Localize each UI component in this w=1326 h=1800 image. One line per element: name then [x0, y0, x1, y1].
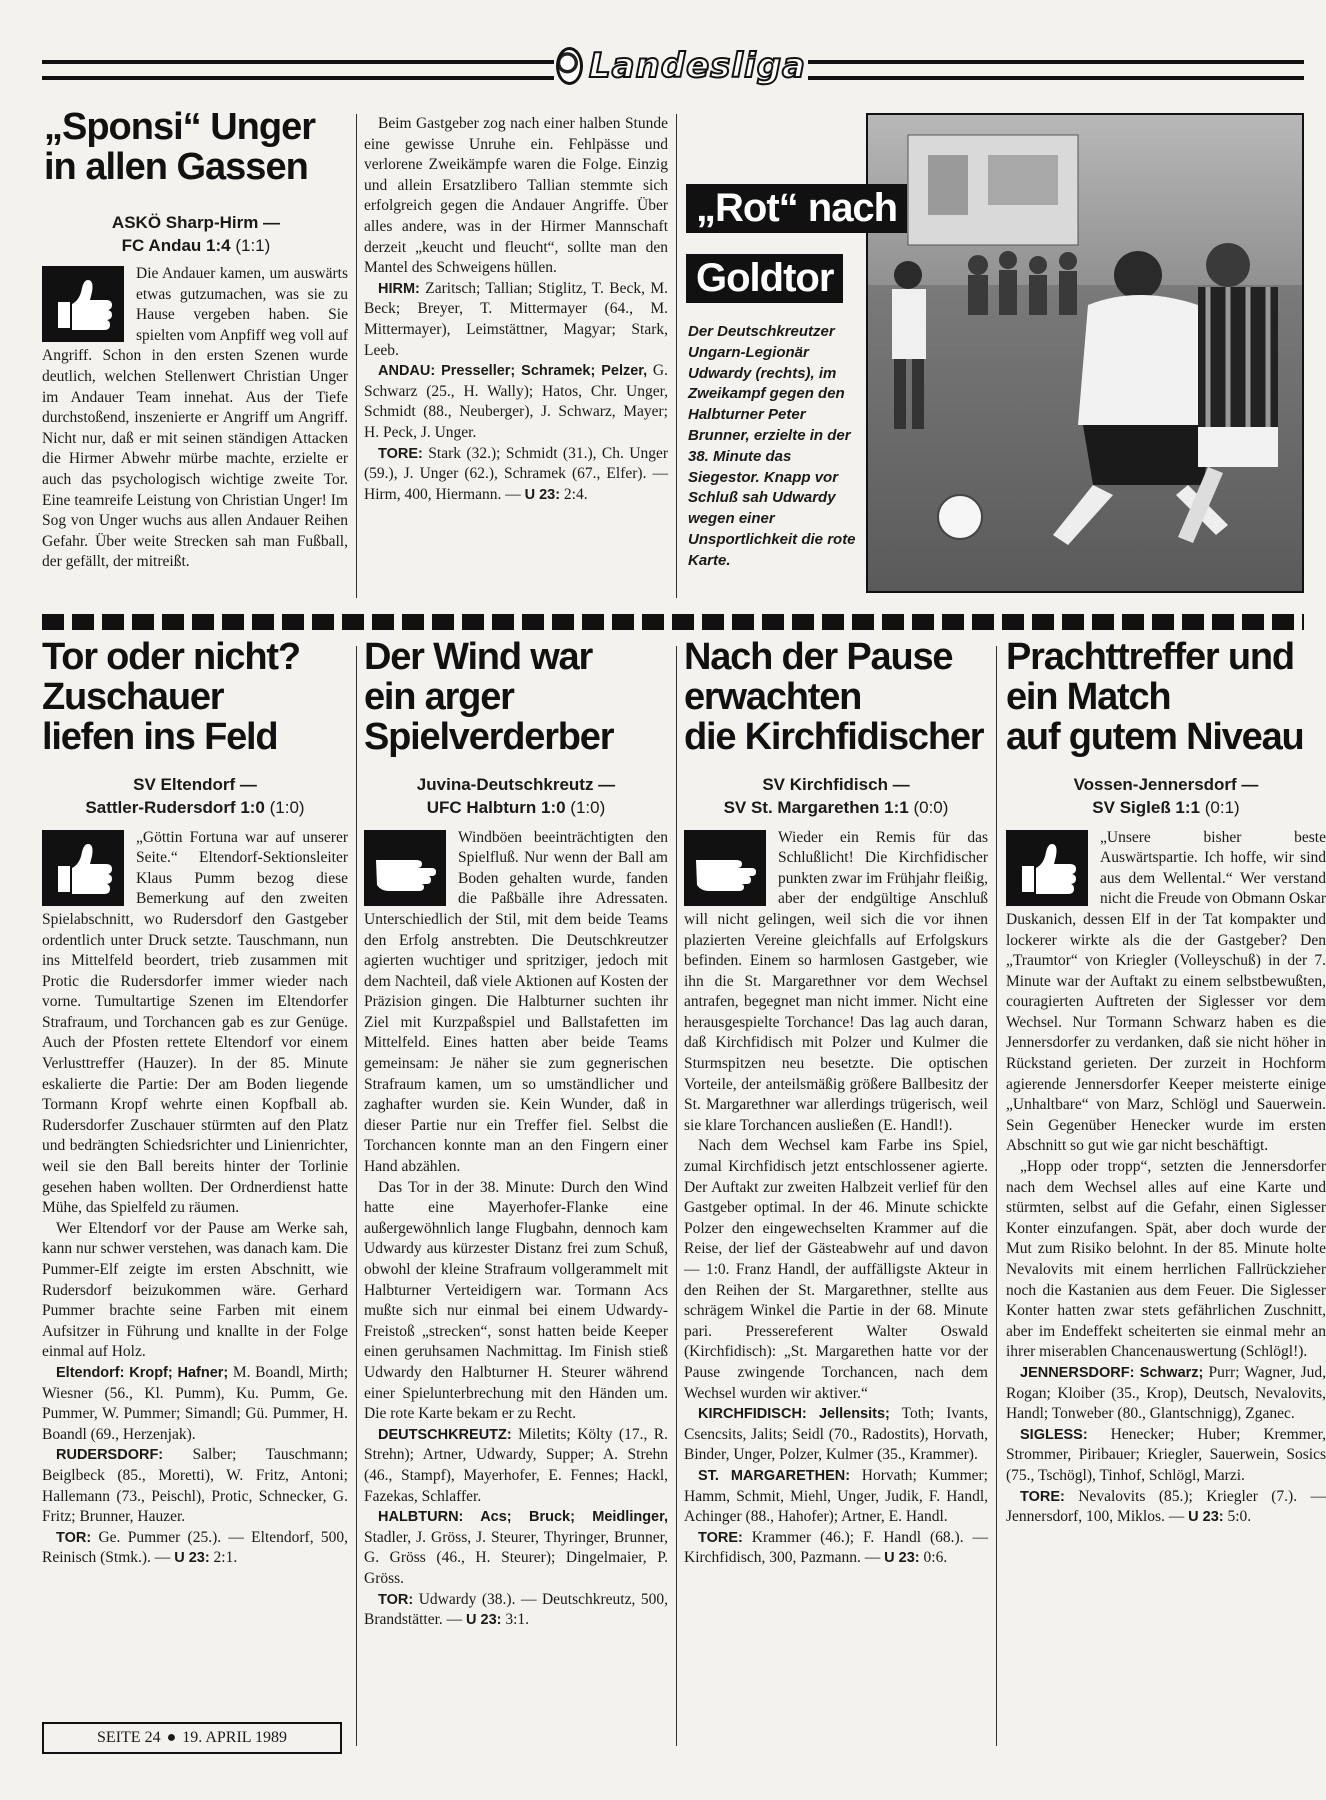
article5-headline-line2: ein Match: [1006, 675, 1171, 718]
article5-goals: Nevalovits (85.); Kriegler (7.). — Jennersdorf, 100, Miklos. —: [1006, 1487, 1326, 1526]
section-separator: [42, 614, 1304, 630]
thumbs-up-icon: [42, 830, 124, 906]
article4-headline-line1: Nach der Pause: [684, 636, 953, 678]
article5-body: [1006, 828, 1326, 1528]
article1-body-part1: Die Andauer kamen, um auswärts etwas gutzumachen, was sie zu Hause vergeben haben. Sie spielten vom Anpfiff weg voll auf Angriff. Schon in den ersten Szenen wurde deutlich, welchen Stellenwert Christian Unger im Andauer Team innehat. Aus der Tiefe durchstoßend, inszenierte er Angriff um Angriff. Nicht nur, daß er mit seinen ständigen Attacken die Hirmer Abwehr mürbe machte, erzielte er auch das psychologisch wichtige zweite Tor. Eine teamreife Leistung von Christian Unger! Im Sog von Unger wuchs aus allen Andauer Reihen Gefahr. Über weite Strecken sah man Fußball, der gefällt, der mitreißt.: [42, 265, 348, 571]
issue-date: 19. APRIL 1989: [182, 1729, 287, 1746]
banner-rule-left: [42, 60, 554, 80]
article1-u23-score: 2:4.: [563, 485, 588, 503]
article1-goals: Stark (32.); Schmidt (31.), Ch. Unger (59.), J. Unger (62.), Schramek (67., Elfer). — Hirm, 400, Hiermann. —: [364, 444, 669, 503]
article1-headline-line2: in allen Gassen: [44, 145, 308, 188]
article5-body-part1: „Unsere bisher beste Auswärtspartie. Ich hoffe, wir sind aus dem Wellental.“ Wer verstand nicht die Freude von Obmann Oskar Duskanich, dessen Elf in der Tat kompakter und lockerer wirkte als die der Gastgeber? Den „Traumtor“ von Kriegler (Volleyschuß) in der 7. Minute war der Auftakt zu einem selbstbewußten, couragierten Auftreten der Siglesser vor dem Wechsel. Nur Tormann Schwarz haben es die Jennersdorfer zu verdanken, daß sie nicht höher in Rückstand gerieten. Der zurzeit in Hochform agierende Jennersdorfer Keeper meisterte einige „Unhaltbare“ von Marz, Schlögl und Sauerwein. Sein Gegenüber Henecker wurde im ersten Abschnitt so gut wie gar nicht beschäftigt.: [1006, 828, 1326, 1155]
article3-body: [364, 828, 668, 1631]
article2-goals-label: TOR:: [56, 1529, 92, 1546]
match-photo-image: [868, 115, 1302, 591]
article2-headline-line1: Tor oder nicht?: [42, 636, 300, 678]
article4-body-part1: Wieder ein Remis für das Schlußlicht! Die Kirchfidischer punkten zwar im Frühjahr fleißig, aber der endgültige Anschluß will nicht gelingen, weil sich die vor ihnen plazierten Vereine gleichfalls auf Erfolgskurs befinden. Einem so harmlosen Gastgeber, wie ihn die St. Margarethner vor dem Wechsel antrafen, begegnet man nicht immer. Nicht eine herausgespielte Torchance! Das lag auch daran, daß Kirchfidisch mit Polzer und Kulmer die Sturmspitzen neu besetzte. Die optischen Vorteile, der anteilsmäßig größere Ballbesitz der St. Margarethner war allerdings trügerisch, weil sie klare Torchancen ausließen (E. Handl!).: [684, 828, 988, 1134]
article5-headline-line1: Prachttreffer und: [1006, 636, 1294, 678]
article1-col1: [42, 264, 348, 596]
article5: [1006, 636, 1326, 1748]
article2-halftime: (1:0): [269, 797, 305, 817]
article5-headline: [1006, 638, 1326, 758]
football-icon: [556, 47, 583, 85]
article4-body-part2: Nach dem Wechsel kam Farbe ins Spiel, zumal Kirchfidisch jetzt entschlossener agierte. Der Auftakt zur zweiten Halbzeit verlief für den Gastgeber optimal. In der 46. Minute schickte Polzer den eingewechselten Krammer auf die Reise, der lief der Gästeabwehr auf und davon — 1:0. Franz Handl, der auffälligste Akteur in den Reihen der St. Margarethner, stellte aus schrägem Winkel die Partie in der 68. Minute pari. Pressereferent Walter Oswald (Kirchfidisch): „St. Margarethen hatte vor der Pause zwingende Torchancen, nach dem Wechsel wurden wir aktiver.“: [684, 1137, 988, 1402]
article3: [364, 638, 668, 1748]
article5-match-away: SV Sigleß 1:1: [1092, 797, 1200, 817]
article3-headline-line3: Spielverderber: [364, 715, 614, 758]
banner-rule-right: [808, 60, 1304, 80]
article2-match-home: SV Eltendorf —: [133, 774, 257, 794]
section-title: Landesliga: [588, 46, 806, 86]
thumbs-up-icon: [1006, 830, 1088, 906]
column-divider: [676, 646, 677, 1746]
article3-u23-score: 3:1.: [505, 1611, 530, 1629]
article3-headline-line2: ein arger: [364, 675, 514, 718]
article1-halftime: (1:1): [235, 235, 271, 255]
article5-u23-label: U 23:: [1188, 1509, 1224, 1526]
article3-headline-line1: Der Wind war: [364, 636, 593, 678]
article4-kirchfidisch-lineup: Toth; Ivants, Csencsits, Jalits; Seidl (70., Radostits), Horvath, Binder, Unger, Polzer, Kulmer (35., Krammer).: [684, 1405, 988, 1464]
article1-andau-lineup: G. Schwarz (25., H. Wally); Hatos, Chr. Unger, Schmidt (88., Neuberger), J. Schwarz, Mayer; H. Peck, J. Unger.: [364, 362, 668, 441]
article4-margarethen-lineup: Horvath; Kummer; Hamm, Schmit, Miehl, Unger, Judik, F. Handl, Achinger (88., Hahofer); Artner, E. Handl.: [684, 1466, 988, 1526]
article5-jennersdorf-lineup: Purr; Wagner, Jud, Rogan; Kloiber (35., Krop), Deutsch, Nevalovits, Handl; Tonweber (80., Glantschnigg), Zganec.: [1006, 1363, 1326, 1423]
article2-match: [42, 774, 348, 820]
article5-headline-line3: auf gutem Niveau: [1006, 715, 1304, 758]
section-banner: [556, 42, 806, 90]
article4-headline-line3: die Kirchfidischer: [684, 715, 984, 758]
article3-goals: Udwardy (38.). — Deutschkreutz, 500, Brandstätter. —: [364, 1590, 668, 1629]
thumbs-up-icon: [42, 266, 124, 342]
article1-match-away: FC Andau 1:4: [121, 235, 231, 255]
article3-match-away: UFC Halbturn 1:0: [426, 797, 566, 817]
article1-hirm-lineup: Zaritsch; Tallian; Stiglitz, T. Beck, M. Beck; Breyer, T. Mittermayer (64., M. Mittermayer), Leimstättner, Magyar; Stark, Leeb.: [364, 279, 668, 359]
column-divider: [356, 646, 357, 1746]
article3-halbturn-lineup: Stadler, J. Gröss, J. Steurer, Thyringer, Brunner, G. Gröss (46., H. Steurer); Dingelmaier, P. Gröss.: [364, 1528, 668, 1587]
article1-col2: [364, 114, 668, 604]
article4-halftime: (0:0): [913, 797, 949, 817]
article4-headline: [684, 638, 988, 758]
article5-goals-label: TORE:: [1020, 1488, 1065, 1505]
article3-halftime: (1:0): [570, 797, 606, 817]
article3-match-home: Juvina-Deutschkreutz —: [416, 774, 616, 794]
article4-kirchfidisch-label: KIRCHFIDISCH: Jellensits;: [698, 1406, 890, 1423]
article1-match: [42, 212, 350, 258]
article3-body-part1: Windböen beeinträchtigten den Spielfluß. Nur wenn der Ball am Boden gehalten wurde, fanden die Paßbälle ihre Adressaten. Unterschiedlich der Stil, mit dem beide Teams den Erfolg anstrebten. Die Deutschkreutzer agierten wuchtiger und spritziger, jedoch mit dem Nachteil, daß viele Aktionen auf Kosten der Präzision gingen. Die Halbturner suchten ihr Ziel mit Kurzpaßspiel und Ballstafetten im Mittelfeld. Eines hatten aber beide Teams gemeinsam: Je näher sie zum gegnerischen Strafraum kamen, um so umständlicher und zaghafter wurden sie. Kein Wunder, daß in dieser Partie nur ein Treffer fiel. Selbst die Torchancen konnte man an den Fingern einer Hand abzählen.: [364, 828, 668, 1176]
article5-inner: [1006, 638, 1326, 1528]
article4-match: [684, 774, 988, 820]
article5-halftime: (0:1): [1204, 797, 1240, 817]
article4-body: [684, 828, 988, 1569]
article1-andau-label: ANDAU: Presseller; Schramek; Pelzer,: [378, 363, 648, 380]
article2-match-away: Sattler-Rudersdorf 1:0: [85, 797, 265, 817]
article2-goals: Ge. Pummer (25.). — Eltendorf, 500, Reinisch (Stmk.). —: [42, 1528, 348, 1567]
article2: [42, 638, 348, 1718]
article2-body-part1: „Göttin Fortuna war auf unserer Seite.“ Eltendorf-Sektionsleiter Klaus Pumm bezog diese Bemerkung auf den zweiten Spielabschnitt, wo Rudersdorf den Gastgeber ordentlich unter Druck setzte. Tauschmann, nun ins Mittelfeld beordert, trieb zusammen mit Protic die Rudersdorfer immer wieder nach vorne. Tumultartige Szenen im Eltendorfer Strafraum, und Torchancen gab es zur Genüge. Auch der Pfosten rettete Eltendorf vor einem Verlusttreffer (Hauzer). In der 85. Minute eskalierte die Partie: Der am Boden liegende Tormann Kropf wehrte einen Kopfball ab. Rudersdorfer Zuschauer stürmten auf den Platz und bedrängten Schiedsrichter und Linienrichter, weil sie den Ball bereits hinter der Torlinie gesehen haben wollten. Der Ordnerdienst hatte Mühe, das Spielfeld zu räumen.: [42, 828, 348, 1217]
article5-match: [1006, 774, 1326, 820]
article2-body-part2: Wer Eltendorf vor der Pause am Werke sah, kann nur schwer verstehen, was danach kam. Die Pummer-Elf zeigte im ersten Abschnitt, wie Rudersdorf beizukommen wäre. Gerhard Pummer brachte seine Farben mit einem Aufsitzer in Führung und knallte in der Folge einmal auf Holz.: [42, 1219, 349, 1361]
article2-u23-label: U 23:: [174, 1550, 210, 1567]
bullet-icon: ●: [166, 1729, 177, 1746]
article5-body-part2: „Hopp oder tropp“, setzten die Jennersdorfer nach dem Wechsel alles auf eine Karte und stürmten, selbst auf die Gefahr, einen Siglesser Konter einzufangen. Spät, aber doch wurde der Mut zum Risiko belohnt. In der 85. Minute holte Nevalovits mit einem herrlichen Fallrückzieher noch die Kastanien aus dem Feuer. Die Siglesser Konter hatten zwar stets gefährlichen Zuschnitt, aber im Endeffekt scheiterten sie einmal mehr an ihrer miserablen Chancenauswertung (Schlögl!).: [1006, 1158, 1326, 1361]
article3-halbturn-label: HALBTURN: Acs; Bruck; Meidlinger,: [378, 1509, 668, 1526]
article5-sigless-lineup: Henecker; Huber; Kremmer, Strommer, Piribauer; Kriegler, Sauerwein, Sosics (75., Tschögl), Tinhof, Schlögl, Marzi.: [1006, 1425, 1326, 1484]
article5-jennersdorf-label: JENNERSDORF: Schwarz;: [1020, 1364, 1204, 1381]
article1-hirm-label: HIRM:: [378, 280, 420, 297]
article2-rudersdorf-lineup: Salber; Tauschmann; Beiglbeck (85., Moretti), W. Fritz, Antoni; Hallemann (73., Peischl), Protic, Schnecker, G. Fritz; Brunner, Hauzer.: [42, 1446, 348, 1526]
photo-headline-line1: „Rot“ nach: [686, 184, 907, 233]
article4-goals-label: TORE:: [698, 1529, 743, 1546]
article4-goals: Krammer (46.); F. Handl (68.). — Kirchfidisch, 300, Pazmann. —: [684, 1528, 988, 1567]
flat-hand-icon: [684, 830, 766, 906]
article2-body: [42, 828, 348, 1569]
article4-margarethen-label: ST. MARGARETHEN:: [698, 1467, 851, 1484]
article2-headline-line2: Zuschauer: [42, 675, 224, 718]
article2-eltendorf-label: Eltendorf: Kropf; Hafner;: [56, 1364, 229, 1381]
article3-deutschkreutz-lineup: Miletits; Költy (17., R. Strehn); Artner, Udwardy, Supper; A. Strehn (46., Stampf), Mayerhofer, E. Fennes; Hackl, Fazekas, Schlaffer.: [364, 1425, 668, 1505]
article5-u23-score: 5:0.: [1227, 1508, 1252, 1526]
page-footer: [42, 1722, 342, 1754]
article3-deutschkreutz-label: DEUTSCHKREUTZ:: [378, 1426, 512, 1443]
column-divider: [676, 114, 677, 598]
article4-headline-line2: erwachten: [684, 675, 862, 718]
article4-match-home: SV Kirchfidisch —: [762, 774, 910, 794]
photo-headline-line2: Goldtor: [686, 254, 843, 303]
article4-u23-score: 0:6.: [923, 1549, 948, 1567]
article1-headline-line1: „Sponsi“ Unger: [44, 106, 316, 148]
article1-u23-label: U 23:: [524, 486, 561, 503]
article2-headline-line3: liefen ins Feld: [42, 715, 278, 758]
article3-match: [364, 774, 668, 820]
article1-match-home: ASKÖ Sharp-Hirm —: [111, 213, 281, 232]
article1-headline: [44, 108, 364, 188]
column-divider: [996, 646, 997, 1746]
article2-rudersdorf-label: RUDERSDORF:: [56, 1447, 164, 1464]
flat-hand-icon: [364, 830, 446, 906]
article5-sigless-label: SIGLESS:: [1020, 1426, 1088, 1443]
page-number: SEITE 24: [97, 1729, 161, 1746]
article4-u23-label: U 23:: [884, 1550, 920, 1567]
article3-u23-label: U 23:: [466, 1612, 502, 1629]
article4-match-away: SV St. Margarethen 1:1: [723, 797, 909, 817]
article1-goals-label: TORE:: [378, 445, 423, 462]
photo-caption: Der Deutschkreutzer Ungarn-Legionär Udwardy (rechts), im Zweikampf gegen den Halbturner Peter Brunner, erzielte in der 38. Minute das Siegestor. Knapp vor Schluß sah Udwardy wegen einer Unsportlichkeit die rote Karte.: [688, 323, 856, 569]
article2-u23-score: 2:1.: [213, 1549, 238, 1567]
column-divider: [356, 114, 357, 598]
article3-headline: [364, 638, 668, 758]
article4: [684, 638, 988, 1748]
article2-headline: [42, 638, 348, 758]
match-photo: [866, 113, 1304, 593]
article3-goals-label: TOR:: [378, 1591, 414, 1608]
article5-match-home: Vossen-Jennersdorf —: [1073, 774, 1259, 794]
article1-body-part2: Beim Gastgeber zog nach einer halben Stunde eine gewisse Unruhe ein. Fehlpässe und verlorene Zweikämpfe waren die Folge. Einzig und allein Ersatzlibero Tallian stemmte sich erfolgreich gegen die Andauer Angriffe. Über alles andere, was in der Hirmer Mannschaft derzeit „keucht und fleucht“, sollte man den Mantel des Schweigens hüllen.: [364, 115, 668, 277]
article3-body-part2: Das Tor in der 38. Minute: Durch den Wind hatte eine Mayerhofer-Flanke eine außergewöhnlich lange Flugbahn, dennoch kam Udwardy aus kürzester Distanz frei zum Schuß, obwohl der kleine Strafraum vollgerammelt mit Halbturner Verteidigern war. Tormann Acs mußte sich nur einmal bei einem Udwardy-Freistoß „strecken“, sonst hatten beide Keeper einen geruhsamen Nachmittag. Im Finish stieß Udwardy den Halbturner H. Steurer während einer Spielunterbrechung mit den Händen um. Die rote Karte bekam er zu Recht.: [364, 1178, 668, 1423]
article2-eltendorf-lineup: M. Boandl, Mirth; Wiesner (56., Kl. Pumm), Ku. Pumm, Ge. Pummer, W. Pummer; Simandl; Gü. Pummer, H. Boandl (69., Herzenjak).: [42, 1363, 349, 1443]
